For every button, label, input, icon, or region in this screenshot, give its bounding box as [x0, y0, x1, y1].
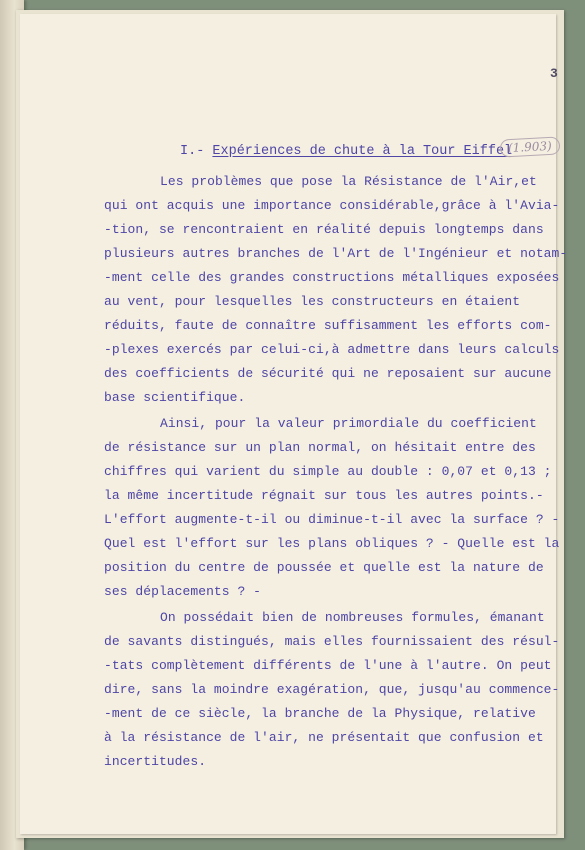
text-line: qui ont acquis une importance considérable,grâce à l'Avia- — [104, 198, 560, 213]
text-line: Quel est l'effort sur les plans obliques ? - Quelle est la — [104, 536, 560, 551]
section-heading — [180, 144, 512, 159]
text-line: plusieurs autres branches de l'Art de l'Ingénieur et notam- — [104, 246, 568, 261]
text-line: chiffres qui varient du simple au double : 0,07 et 0,13 ; — [104, 464, 552, 479]
text-line: Les problèmes que pose la Résistance de l'Air,et — [160, 174, 537, 189]
text-line: base scientifique. — [104, 390, 246, 405]
text-line: de savants distingués, mais elles fournissaient des résul- — [104, 634, 560, 649]
text-line: dire, sans la moindre exagération, que, jusqu'au commence- — [104, 682, 560, 697]
page-number: 3 — [550, 66, 558, 81]
text-line: incertitudes. — [104, 754, 207, 769]
text-line: L'effort augmente-t-il ou diminue-t-il avec la surface ? - — [104, 512, 560, 527]
text-line: au vent, pour lesquelles les constructeurs en étaient — [104, 294, 521, 309]
text-line: -plexes exercés par celui-ci,à admettre dans leurs calculs — [104, 342, 560, 357]
text-line: réduits, faute de connaître suffisamment les efforts com- — [104, 318, 552, 333]
text-line: ses déplacements ? - — [104, 584, 262, 599]
section-heading-prefix: I.- — [180, 144, 213, 159]
text-line: -tats complètement différents de l'une à l'autre. On peut — [104, 658, 552, 673]
text-line: à la résistance de l'air, ne présentait que confusion et — [104, 730, 544, 745]
text-line: -ment celle des grandes constructions métalliques exposées — [104, 270, 560, 285]
text-line: position du centre de poussée et quelle est la nature de — [104, 560, 544, 575]
text-line: des coefficients de sécurité qui ne reposaient sur aucune — [104, 366, 552, 381]
text-line: -tion, se rencontraient en réalité depuis longtemps dans — [104, 222, 544, 237]
handwritten-year-note: (1.903) — [500, 136, 561, 157]
document-page — [20, 14, 568, 834]
text-line: Ainsi, pour la valeur primordiale du coefficient — [160, 416, 537, 431]
section-heading-title: Expériences de chute à la Tour Eiffel — [212, 144, 513, 159]
text-line: la même incertitude régnait sur tous les autres points.- — [104, 488, 544, 503]
text-line: de résistance sur un plan normal, on hésitait entre des — [104, 440, 536, 455]
text-line: On possédait bien de nombreuses formules, émanant — [160, 610, 545, 625]
text-line: -ment de ce siècle, la branche de la Physique, relative — [104, 706, 536, 721]
